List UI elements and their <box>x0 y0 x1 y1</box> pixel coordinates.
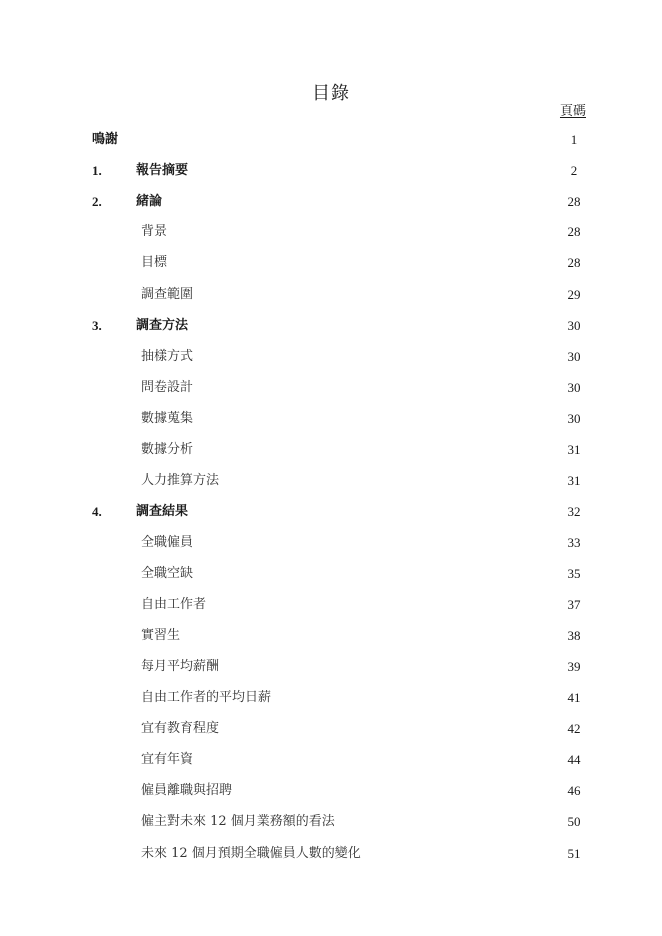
toc-entry-label: 數據蒐集 <box>141 411 194 426</box>
toc-entry-page: 37 <box>567 597 581 612</box>
toc-entry-label: 報告摘要 <box>136 163 189 178</box>
toc-subentry <box>0 812 662 832</box>
toc-subentry <box>0 595 662 615</box>
toc-entry-label: 全職僱員 <box>141 535 194 550</box>
toc-subentry <box>0 285 662 305</box>
toc-subentry <box>0 844 662 864</box>
toc-entry-label: 宜有年資 <box>141 752 194 767</box>
toc-entry-label: 抽樣方式 <box>141 349 194 364</box>
toc-entry-page: 42 <box>567 721 581 736</box>
toc-entry-page: 39 <box>567 659 581 674</box>
toc-section-number: 1. <box>92 163 102 178</box>
toc-subentry <box>0 626 662 646</box>
toc-entry-page: 31 <box>567 473 581 488</box>
toc-subentry <box>0 781 662 801</box>
toc-entry-page: 2 <box>570 163 578 178</box>
toc-entry-acknowledgement <box>0 130 662 150</box>
toc-section-1 <box>0 161 662 181</box>
toc-subentry <box>0 378 662 398</box>
toc-entry-page: 38 <box>567 628 581 643</box>
toc-entry-page: 30 <box>567 380 581 395</box>
toc-entry-page: 30 <box>567 318 581 333</box>
toc-entry-label: 人力推算方法 <box>141 473 220 488</box>
toc-section-number: 3. <box>92 318 102 333</box>
toc-subentry <box>0 657 662 677</box>
toc-section-number: 2. <box>92 194 102 209</box>
toc-entry-label: 自由工作者的平均日薪 <box>141 690 272 705</box>
toc-entry-label: 實習生 <box>141 628 181 643</box>
toc-entry-label: 僱員離職與招聘 <box>141 783 233 798</box>
toc-entry-label: 自由工作者 <box>141 597 207 612</box>
page-column-header: 頁碼 <box>559 104 586 119</box>
toc-entry-label: 調查範圍 <box>141 287 194 302</box>
toc-subentry <box>0 347 662 367</box>
toc-entry-page: 30 <box>567 411 581 426</box>
toc-title: 目錄 <box>312 83 350 104</box>
toc-entry-page: 30 <box>567 349 581 364</box>
toc-entry-page: 28 <box>567 224 581 239</box>
toc-subentry <box>0 222 662 242</box>
toc-section-number: 4. <box>92 504 102 519</box>
toc-entry-label: 目標 <box>141 255 168 270</box>
toc-subentry <box>0 564 662 584</box>
toc-entry-label: 宜有教育程度 <box>141 721 220 736</box>
toc-entry-page: 51 <box>567 846 581 861</box>
toc-entry-page: 28 <box>567 194 581 209</box>
toc-entry-label: 數據分析 <box>141 442 194 457</box>
toc-entry-page: 41 <box>567 690 581 705</box>
toc-entry-label: 全職空缺 <box>141 566 194 581</box>
toc-entry-label: 每月平均薪酬 <box>141 659 220 674</box>
toc-entry-page: 44 <box>567 752 581 767</box>
toc-entry-label: 背景 <box>141 224 168 239</box>
toc-entry-page: 1 <box>570 132 578 147</box>
toc-entry-page: 35 <box>567 566 581 581</box>
toc-section-4 <box>0 502 662 522</box>
toc-entry-page: 28 <box>567 255 581 270</box>
toc-entry-label: 僱主對未來 12 個月業務額的看法 <box>141 814 335 829</box>
toc-section-3 <box>0 316 662 336</box>
toc-subentry <box>0 719 662 739</box>
toc-subentry <box>0 750 662 770</box>
toc-entry-label: 調查結果 <box>136 504 189 519</box>
toc-entry-page: 31 <box>567 442 581 457</box>
toc-entry-label: 調查方法 <box>136 318 189 333</box>
toc-subentry <box>0 533 662 553</box>
toc-entry-page: 50 <box>567 814 581 829</box>
toc-entry-page: 29 <box>567 287 581 302</box>
toc-subentry <box>0 253 662 273</box>
toc-subentry <box>0 409 662 429</box>
toc-entry-page: 33 <box>567 535 581 550</box>
toc-subentry <box>0 471 662 491</box>
toc-subentry <box>0 440 662 460</box>
toc-entry-page: 46 <box>567 783 581 798</box>
toc-entry-label: 問卷設計 <box>141 380 194 395</box>
toc-subentry <box>0 688 662 708</box>
toc-entry-label: 未來 12 個月預期全職僱員人數的變化 <box>141 846 361 861</box>
toc-section-2 <box>0 192 662 212</box>
toc-entry-label: 鳴謝 <box>92 132 119 147</box>
toc-entry-page: 32 <box>567 504 581 519</box>
toc-entry-label: 緒論 <box>136 194 163 209</box>
